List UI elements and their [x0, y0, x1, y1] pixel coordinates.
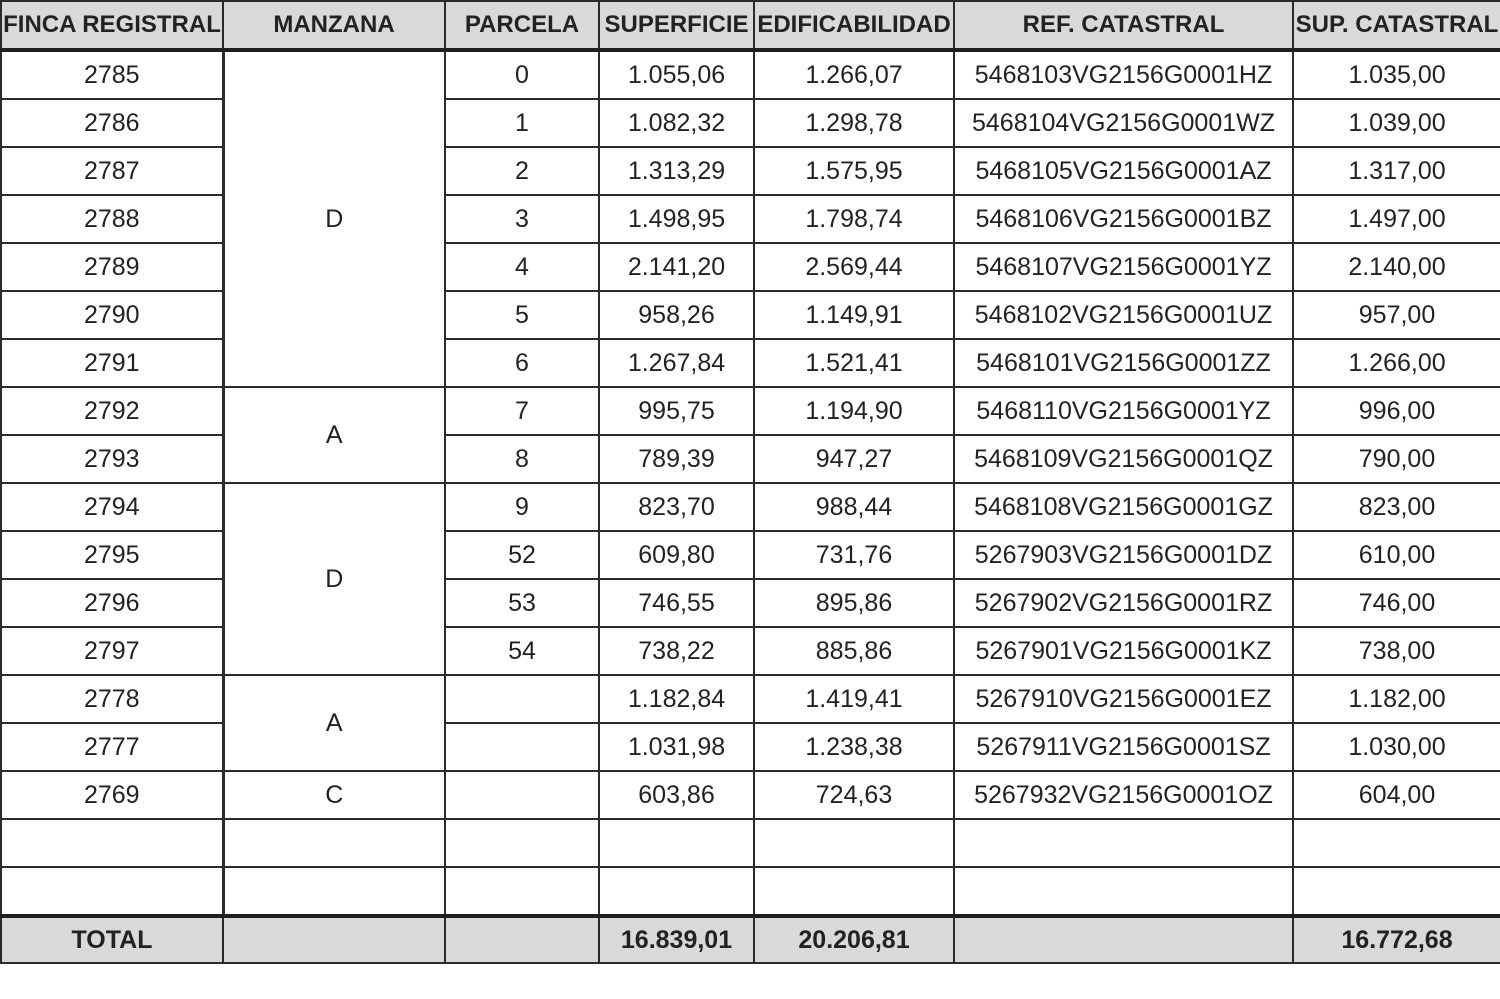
sup-catastral-cell: 1.266,00	[1293, 339, 1500, 387]
ref-catastral-cell: 5267910VG2156G0001EZ	[954, 675, 1293, 723]
superficie-cell: 958,26	[599, 291, 754, 339]
total-sup-catastral: 16.772,68	[1293, 916, 1500, 963]
edificabilidad-cell: 1.798,74	[754, 195, 954, 243]
parcela-cell: 9	[445, 483, 599, 531]
sup-catastral-cell: 1.182,00	[1293, 675, 1500, 723]
header-parcela: PARCELA	[445, 1, 599, 50]
superficie-cell: 995,75	[599, 387, 754, 435]
manzana-cell: D	[223, 50, 445, 387]
parcela-cell: 2	[445, 147, 599, 195]
parcela-cell: 54	[445, 627, 599, 675]
ref-catastral-cell: 5468109VG2156G0001QZ	[954, 435, 1293, 483]
edificabilidad-cell: 1.521,41	[754, 339, 954, 387]
total-manzana-cell	[223, 916, 445, 963]
edificabilidad-cell: 1.298,78	[754, 99, 954, 147]
sup-catastral-cell: 1.497,00	[1293, 195, 1500, 243]
table-body	[1, 50, 1500, 916]
ref-catastral-cell: 5267911VG2156G0001SZ	[954, 723, 1293, 771]
edificabilidad-cell: 947,27	[754, 435, 954, 483]
edificabilidad-cell: 724,63	[754, 771, 954, 819]
edificabilidad-cell: 988,44	[754, 483, 954, 531]
finca-registral-cell: 2791	[1, 339, 223, 387]
ref-catastral-cell: 5267901VG2156G0001KZ	[954, 627, 1293, 675]
parcela-cell: 8	[445, 435, 599, 483]
parcela-cell: 3	[445, 195, 599, 243]
ref-catastral-cell: 5468105VG2156G0001AZ	[954, 147, 1293, 195]
sup-catastral-cell: 957,00	[1293, 291, 1500, 339]
finca-registral-cell: 2794	[1, 483, 223, 531]
edificabilidad-cell: 1.575,95	[754, 147, 954, 195]
ref-catastral-cell: 5468110VG2156G0001YZ	[954, 387, 1293, 435]
superficie-cell: 2.141,20	[599, 243, 754, 291]
finca-registral-cell: 2792	[1, 387, 223, 435]
parcela-cell: 4	[445, 243, 599, 291]
header-manzana: MANZANA	[223, 1, 445, 50]
superficie-cell: 1.055,06	[599, 50, 754, 99]
total-ref-catastral-cell	[954, 916, 1293, 963]
sup-catastral-cell: 790,00	[1293, 435, 1500, 483]
ref-catastral-cell: 5267902VG2156G0001RZ	[954, 579, 1293, 627]
total-parcela-cell	[445, 916, 599, 963]
edificabilidad-cell: 731,76	[754, 531, 954, 579]
ref-catastral-cell: 5468104VG2156G0001WZ	[954, 99, 1293, 147]
manzana-cell	[223, 867, 445, 916]
sup-catastral-cell: 746,00	[1293, 579, 1500, 627]
manzana-cell: D	[223, 483, 445, 675]
finca-registral-cell: 2793	[1, 435, 223, 483]
finca-registral-cell: 2786	[1, 99, 223, 147]
total-superficie: 16.839,01	[599, 916, 754, 963]
finca-registral-cell: 2769	[1, 771, 223, 819]
sup-catastral-cell	[1293, 867, 1500, 916]
total-label: TOTAL	[1, 916, 223, 963]
parcela-cell	[445, 675, 599, 723]
parcela-cell: 0	[445, 50, 599, 99]
ref-catastral-cell: 5468102VG2156G0001UZ	[954, 291, 1293, 339]
manzana-cell: A	[223, 675, 445, 771]
superficie-cell: 1.082,32	[599, 99, 754, 147]
finca-registral-cell: 2797	[1, 627, 223, 675]
ref-catastral-cell: 5468107VG2156G0001YZ	[954, 243, 1293, 291]
sup-catastral-cell: 996,00	[1293, 387, 1500, 435]
edificabilidad-cell: 885,86	[754, 627, 954, 675]
total-edificabilidad: 20.206,81	[754, 916, 954, 963]
finca-registral-cell: 2790	[1, 291, 223, 339]
table-row	[1, 50, 1500, 99]
header-superficie: SUPERFICIE	[599, 1, 754, 50]
header-row	[1, 1, 1500, 50]
sup-catastral-cell: 738,00	[1293, 627, 1500, 675]
total-row	[1, 916, 1500, 963]
edificabilidad-cell: 1.238,38	[754, 723, 954, 771]
manzana-cell	[223, 819, 445, 867]
parcela-cell: 1	[445, 99, 599, 147]
sup-catastral-cell: 2.140,00	[1293, 243, 1500, 291]
edificabilidad-cell: 2.569,44	[754, 243, 954, 291]
ref-catastral-cell: 5267932VG2156G0001OZ	[954, 771, 1293, 819]
superficie-cell: 1.498,95	[599, 195, 754, 243]
parcela-cell: 7	[445, 387, 599, 435]
table-row	[1, 819, 1500, 867]
sup-catastral-cell: 604,00	[1293, 771, 1500, 819]
ref-catastral-cell: 5468103VG2156G0001HZ	[954, 50, 1293, 99]
superficie-cell: 738,22	[599, 627, 754, 675]
finca-registral-cell: 2777	[1, 723, 223, 771]
table-row	[1, 771, 1500, 819]
ref-catastral-cell: 5468106VG2156G0001BZ	[954, 195, 1293, 243]
table-row	[1, 675, 1500, 723]
superficie-cell: 1.267,84	[599, 339, 754, 387]
parcela-cell	[445, 771, 599, 819]
table-row	[1, 387, 1500, 435]
header-finca-registral: FINCA REGISTRAL	[1, 1, 223, 50]
superficie-cell	[599, 819, 754, 867]
table-row	[1, 483, 1500, 531]
superficie-cell: 603,86	[599, 771, 754, 819]
edificabilidad-cell: 1.419,41	[754, 675, 954, 723]
parcela-cell: 52	[445, 531, 599, 579]
superficie-cell: 609,80	[599, 531, 754, 579]
finca-registral-cell	[1, 819, 223, 867]
finca-registral-cell: 2778	[1, 675, 223, 723]
ref-catastral-cell	[954, 867, 1293, 916]
edificabilidad-cell	[754, 819, 954, 867]
superficie-cell: 1.031,98	[599, 723, 754, 771]
edificabilidad-cell: 895,86	[754, 579, 954, 627]
finca-registral-cell: 2788	[1, 195, 223, 243]
parcela-cell	[445, 867, 599, 916]
finca-registral-cell: 2785	[1, 50, 223, 99]
edificabilidad-cell: 1.266,07	[754, 50, 954, 99]
superficie-cell: 823,70	[599, 483, 754, 531]
sup-catastral-cell: 1.030,00	[1293, 723, 1500, 771]
edificabilidad-cell	[754, 867, 954, 916]
manzana-cell: A	[223, 387, 445, 483]
superficie-cell: 789,39	[599, 435, 754, 483]
finca-registral-cell: 2789	[1, 243, 223, 291]
table-row	[1, 867, 1500, 916]
ref-catastral-cell: 5468101VG2156G0001ZZ	[954, 339, 1293, 387]
finca-registral-cell: 2796	[1, 579, 223, 627]
superficie-cell: 1.182,84	[599, 675, 754, 723]
finca-registral-cell: 2787	[1, 147, 223, 195]
sup-catastral-cell: 1.039,00	[1293, 99, 1500, 147]
ref-catastral-cell: 5468108VG2156G0001GZ	[954, 483, 1293, 531]
sup-catastral-cell	[1293, 819, 1500, 867]
sup-catastral-cell: 1.317,00	[1293, 147, 1500, 195]
sup-catastral-cell: 1.035,00	[1293, 50, 1500, 99]
parcela-cell: 5	[445, 291, 599, 339]
ref-catastral-cell: 5267903VG2156G0001DZ	[954, 531, 1293, 579]
parcela-cell	[445, 723, 599, 771]
superficie-cell: 1.313,29	[599, 147, 754, 195]
parcela-cell: 53	[445, 579, 599, 627]
parcela-cell	[445, 819, 599, 867]
header-edificabilidad: EDIFICABILIDAD	[754, 1, 954, 50]
sup-catastral-cell: 610,00	[1293, 531, 1500, 579]
edificabilidad-cell: 1.194,90	[754, 387, 954, 435]
ref-catastral-cell	[954, 819, 1293, 867]
finca-registral-cell: 2795	[1, 531, 223, 579]
header-sup-catastral: SUP. CATASTRAL	[1293, 1, 1500, 50]
finca-registral-cell	[1, 867, 223, 916]
manzana-cell: C	[223, 771, 445, 819]
superficie-cell	[599, 867, 754, 916]
header-ref-catastral: REF. CATASTRAL	[954, 1, 1293, 50]
parcela-cell: 6	[445, 339, 599, 387]
superficie-cell: 746,55	[599, 579, 754, 627]
sup-catastral-cell: 823,00	[1293, 483, 1500, 531]
edificabilidad-cell: 1.149,91	[754, 291, 954, 339]
